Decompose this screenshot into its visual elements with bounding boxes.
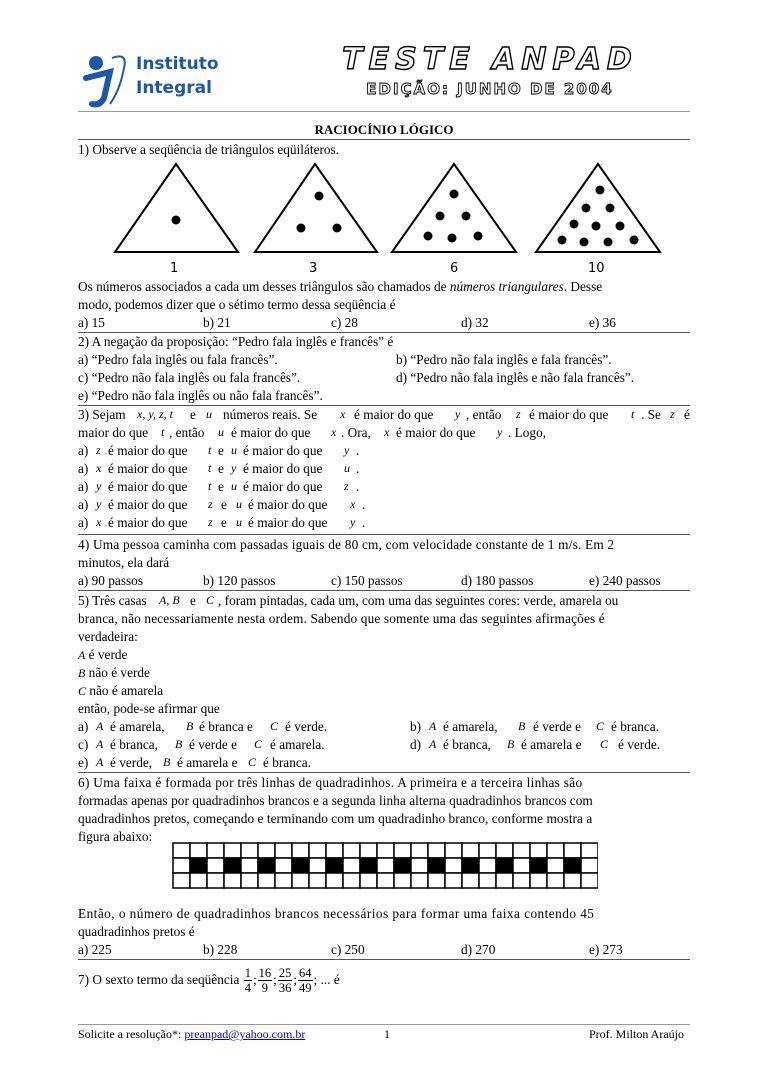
white-square xyxy=(275,843,292,858)
white-square xyxy=(581,843,598,858)
black-square xyxy=(428,858,445,873)
triangle-1 xyxy=(115,164,238,252)
q5-statement: C não é amarela xyxy=(78,683,164,698)
page-number: 1 xyxy=(384,1027,390,1041)
black-square xyxy=(190,858,207,873)
white-square xyxy=(190,873,207,888)
white-square xyxy=(394,843,411,858)
divider xyxy=(78,590,690,591)
divider xyxy=(78,959,690,960)
white-square xyxy=(445,858,462,873)
white-square xyxy=(581,873,598,888)
white-square xyxy=(530,873,547,888)
option-d: d) 32 xyxy=(461,315,489,330)
white-square xyxy=(173,858,190,873)
white-square xyxy=(479,858,496,873)
white-square xyxy=(190,843,207,858)
white-square xyxy=(360,873,377,888)
institute-logo xyxy=(80,50,226,108)
white-square xyxy=(326,843,343,858)
white-square xyxy=(207,858,224,873)
white-square xyxy=(275,873,292,888)
triangle-label: 1 xyxy=(170,261,179,276)
q6-line1: 6) Uma faixa é formada por três linhas de quadradinhos. A primeira e a terceira linhas são xyxy=(78,775,583,790)
white-square xyxy=(343,873,360,888)
white-square xyxy=(309,843,326,858)
white-square xyxy=(377,843,394,858)
q6-line6: quadradinhos pretos é xyxy=(78,924,195,939)
white-square xyxy=(207,843,224,858)
white-square xyxy=(547,873,564,888)
option-b: b) 228 xyxy=(203,942,238,957)
white-square xyxy=(377,873,394,888)
white-square xyxy=(241,843,258,858)
option-d: d) “Pedro não fala inglês e não fala francês”. xyxy=(396,370,635,385)
black-square xyxy=(462,858,479,873)
divider xyxy=(78,534,690,535)
option-d: d) 270 xyxy=(461,942,496,957)
divider xyxy=(78,139,690,140)
white-square xyxy=(224,873,241,888)
white-square xyxy=(530,843,547,858)
white-square xyxy=(547,858,564,873)
white-square xyxy=(377,858,394,873)
white-square xyxy=(445,873,462,888)
page-title: TESTE ANPAD xyxy=(342,42,638,77)
white-square xyxy=(513,858,530,873)
white-square xyxy=(479,873,496,888)
white-square xyxy=(207,873,224,888)
black-square xyxy=(360,858,377,873)
white-square xyxy=(479,843,496,858)
white-square xyxy=(564,873,581,888)
option-c: c) “Pedro não fala inglês ou fala francês”. xyxy=(78,370,301,385)
logo-line1: Instituto xyxy=(136,54,219,74)
triangle-label: 3 xyxy=(309,261,318,276)
option-a: a) 225 xyxy=(78,942,112,957)
white-square xyxy=(241,873,258,888)
white-square xyxy=(496,873,513,888)
q5-line3: verdadeira: xyxy=(78,629,138,644)
white-square xyxy=(428,873,445,888)
q6-line4: figura abaixo: xyxy=(78,829,153,844)
email-link[interactable]: preanpad@yahoo.com.br xyxy=(184,1027,306,1041)
q5-statement: A é verde xyxy=(78,647,128,662)
white-square xyxy=(343,843,360,858)
white-square xyxy=(292,873,309,888)
q5-line7: então, pode-se afirmar que xyxy=(78,701,220,716)
white-square xyxy=(445,843,462,858)
option-d: d) 180 passos xyxy=(461,573,534,588)
white-square xyxy=(309,858,326,873)
white-square xyxy=(360,843,377,858)
q6-line2: formadas apenas por quadradinhos brancos e a segunda linha alterna quadradinhos brancos com xyxy=(78,793,593,808)
white-square xyxy=(462,843,479,858)
white-square xyxy=(411,858,428,873)
white-square xyxy=(343,858,360,873)
footer-left: Solicite a resolução*: preanpad@yahoo.com.br xyxy=(78,1027,306,1041)
white-square xyxy=(173,843,190,858)
q2-prompt: 2) A negação da proposição: “Pedro fala inglês e francês” é xyxy=(78,334,394,349)
white-square xyxy=(275,858,292,873)
fraction: $\frac{1}{4}$ xyxy=(244,965,251,995)
fraction: $\frac{25}{36}$ xyxy=(278,965,292,995)
black-square xyxy=(496,858,513,873)
q1-prompt: 1) Observe a seqüência de triângulos eqüiláteros. xyxy=(78,142,340,157)
triangle-10 xyxy=(536,164,660,252)
black-square xyxy=(224,858,241,873)
black-square xyxy=(530,858,547,873)
black-square xyxy=(292,858,309,873)
white-square xyxy=(428,843,445,858)
option-b: b) 21 xyxy=(203,315,231,330)
white-square xyxy=(241,858,258,873)
option-c: c) 150 passos xyxy=(331,573,403,588)
triangle-label: 6 xyxy=(450,261,459,276)
q5-line2: branca, não necessariamente nesta ordem. Sabendo que somente uma das seguintes afirmações é xyxy=(78,611,605,626)
divider xyxy=(78,772,690,773)
option-e: e) 273 xyxy=(589,942,623,957)
white-square xyxy=(411,873,428,888)
page-subtitle: EDIÇÃO: JUNHO DE 2004 xyxy=(366,80,614,98)
option-e: e) 36 xyxy=(589,315,616,330)
black-square xyxy=(564,858,581,873)
section-title: RACIOCÍNIO LÓGICO xyxy=(314,122,454,137)
q4-line2: minutos, ela dará xyxy=(78,555,170,570)
q7: 7) O sexto termo da seqüência $\frac{1}{4}$ ; $\frac{16}{9}$ ; $\frac{25}{36}$ ; $\frac{64}{49}$ ; ... é xyxy=(78,965,340,995)
fraction: $\frac{64}{49}$ xyxy=(299,965,312,995)
black-square xyxy=(258,858,275,873)
option-c: c) 28 xyxy=(331,315,358,330)
q5-statement: B não é verde xyxy=(78,665,150,680)
option-e: e) 240 passos xyxy=(589,573,661,588)
option-a: a) 15 xyxy=(78,315,105,330)
option-b: b) 120 passos xyxy=(203,573,276,588)
white-square xyxy=(462,873,479,888)
white-square xyxy=(547,843,564,858)
fraction: $\frac{16}{9}$ xyxy=(258,965,272,995)
white-square xyxy=(411,843,428,858)
white-square xyxy=(513,873,530,888)
white-square xyxy=(258,873,275,888)
black-square xyxy=(326,858,343,873)
q6-line3: quadradinhos pretos, começando e terminando com um quadradinho branco, conforme mostra a xyxy=(78,811,593,826)
white-square xyxy=(564,843,581,858)
white-square xyxy=(394,873,411,888)
logo-mark-icon xyxy=(80,50,134,108)
q1-text: Os números associados a cada um desses triângulos são chamados de números triangulares. Desse xyxy=(78,279,603,294)
q6-line5: Então, o número de quadradinhos brancos necessários para formar uma faixa contendo 45 xyxy=(78,906,595,921)
white-square xyxy=(581,858,598,873)
white-square xyxy=(173,873,190,888)
option-e: e) “Pedro não fala inglês ou não fala francês”. xyxy=(78,388,323,403)
option-c: c) 250 xyxy=(331,942,365,957)
option-b: b) “Pedro não fala inglês e fala francês”. xyxy=(396,352,612,367)
logo-line2: Integral xyxy=(136,78,212,98)
option-a: a) “Pedro fala inglês ou fala francês”. xyxy=(78,352,278,367)
white-square xyxy=(258,843,275,858)
q4-line1: 4) Uma pessoa caminha com passadas iguais de 80 cm, com velocidade constante de 1 m/s. Em 2 xyxy=(78,537,615,552)
header-divider xyxy=(78,111,690,112)
black-square xyxy=(394,858,411,873)
white-square xyxy=(326,873,343,888)
triangles-figure xyxy=(110,160,670,278)
footer-divider xyxy=(78,1024,690,1025)
white-square xyxy=(309,873,326,888)
q7-prompt: 7) O sexto termo da seqüência xyxy=(78,972,240,987)
white-square xyxy=(496,843,513,858)
white-square xyxy=(513,843,530,858)
white-square xyxy=(224,843,241,858)
footer-author: Prof. Milton Araújo xyxy=(589,1027,684,1041)
triangle-6 xyxy=(392,164,516,252)
q1-text: modo, podemos dizer que o sétimo termo dessa seqüência é xyxy=(78,297,396,312)
white-square xyxy=(292,843,309,858)
triangle-3 xyxy=(255,164,377,252)
strip-figure xyxy=(172,842,598,890)
option-a: a) 90 passos xyxy=(78,573,143,588)
triangle-label: 10 xyxy=(588,261,605,276)
